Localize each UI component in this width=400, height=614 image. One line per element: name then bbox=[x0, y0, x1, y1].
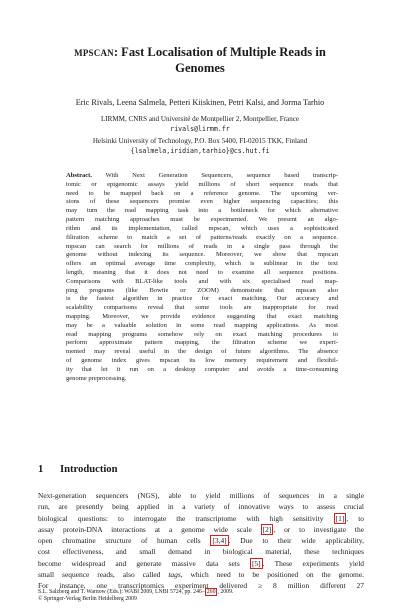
abstract-line: may be a valuable solution in some read mapping applications. As most bbox=[66, 321, 338, 329]
affiliation-2: Helsinki University of Technology, P.O. Box 5400, FI-02015 TKK, Finland bbox=[92, 137, 308, 145]
abstract bbox=[66, 172, 338, 384]
abstract-line: tomic or epigenomic assays yield millions of short sequence reads that bbox=[66, 180, 338, 188]
body-line: biological questions: to interrogate the transcriptome with high sensitivity [1] , to bbox=[38, 513, 364, 523]
body-line: run, are presently being applied in a variety of innovative ways to assess crucial bbox=[38, 502, 364, 512]
abstract-line: offers an optimal average time complexity, which is sublinear in the text bbox=[66, 260, 338, 268]
affiliation-1-email[interactable]: rivals@lirmm.fr bbox=[170, 125, 230, 133]
abstract-line: Abstract. With Next Generation Sequencers, sequence based transcrip- bbox=[66, 172, 338, 179]
citation-link[interactable]: [5] bbox=[251, 558, 261, 568]
section-number: 1 bbox=[38, 464, 44, 475]
title-line-2: Genomes bbox=[175, 61, 225, 75]
section-title: Introduction bbox=[60, 464, 118, 475]
italic-term: tags bbox=[168, 569, 181, 579]
title-tool-name: mpscan bbox=[74, 45, 114, 59]
author-list: Eric Rivals, Leena Salmela, Petteri Kiiskinen, Petri Kalsi, and Jorma Tarhio bbox=[75, 98, 325, 107]
abstract-line: length, meaning that it does not need to examine all sequence positions. bbox=[66, 268, 338, 276]
body-line: small sequence reads, also called tags, which need to be positioned on the genome. bbox=[38, 569, 364, 579]
page-link[interactable]: 260 bbox=[206, 589, 216, 595]
body-line: Next-generation sequencers (NGS), able to yield millions of sequences in a single bbox=[38, 491, 364, 500]
citation-link[interactable]: [3,4] bbox=[212, 536, 227, 545]
abstract-line: ity that let it run on a desktop computer and avoids a time-consuming bbox=[66, 365, 338, 373]
abstract-line: mpscan can search for millions of reads in a single pass through the bbox=[66, 242, 338, 250]
copyright-footer bbox=[38, 589, 368, 603]
abstract-line: ping programs (like Bowtie or ZOOM) demonstrate that mpscan also bbox=[66, 286, 338, 294]
abstract-line: may turn the read mapping task into a bottleneck for which alternative bbox=[66, 207, 338, 215]
title-line-1 bbox=[40, 44, 360, 60]
abstract-line: rithm and its implementation, called mpscan, which uses a sophisticated bbox=[66, 224, 338, 232]
introduction-text bbox=[38, 490, 364, 591]
abstract-line: is the fastest algorithm in practice for exact matching. Our accuracy and bbox=[66, 295, 338, 303]
body-line: For instance, one transcriptomics experiment delivered ≥ 8 million different 27 bbox=[38, 581, 364, 590]
abstract-line: read mapping programs somehow rely on exact matching procedures to bbox=[66, 330, 338, 338]
body-line: assay protein-DNA interactions at a genome wide scale [2] , or to investigate the bbox=[38, 524, 364, 534]
abstract-line: need to be mapped back on a reference genome. The upcoming ver- bbox=[66, 189, 338, 197]
body-line: become widespread and generate massive data sets [5] . These experiments yield bbox=[38, 558, 364, 568]
abstract-line: scalability comparisons reveal that some tools are inappropriate for read bbox=[66, 304, 338, 312]
paper-title bbox=[40, 44, 360, 76]
footer-copyright: © Springer-Verlag Berlin Heidelberg 2009 bbox=[38, 596, 137, 603]
abstract-line: Comparisons with BLAT-like tools and with six specialised read map- bbox=[66, 277, 338, 285]
abstract-line: filtration scheme to match a set of patterns/reads exactly on a sequence. bbox=[66, 233, 338, 241]
abstract-line: of genome index gives mpscan its low memory requirement and flexibil- bbox=[66, 357, 338, 365]
abstract-line: perform approximate pattern mapping, the filtration scheme we experi- bbox=[66, 339, 338, 347]
citation-link[interactable]: [2] bbox=[262, 524, 272, 534]
abstract-line: mented may reveal useful in the design of future algorithms. The absence bbox=[66, 348, 338, 356]
citation-link[interactable]: [1] bbox=[335, 513, 345, 523]
section-heading bbox=[38, 464, 118, 475]
abstract-line: sions of these sequencers promise even higher sequencing capacities; this bbox=[66, 198, 338, 206]
abstract-line: pattern matching approaches must be experimented. We present an algo- bbox=[66, 216, 338, 224]
abstract-line: genome preprocessing. bbox=[66, 374, 127, 382]
abstract-heading: Abstract. bbox=[66, 172, 92, 179]
abstract-line: genome without indexing its sequence. Moreover, we show that mpscan bbox=[66, 251, 338, 259]
affiliation-1: LIRMM, CNRS and Université de Montpellier 2, Montpellier, France bbox=[100, 115, 300, 123]
affiliation-2-email[interactable]: {lsalmela,iridian,tarhio}@cs.hut.fi bbox=[130, 147, 270, 155]
footer-citation: S.L. Salzberg and T. Warnow (Eds.): WABI 2009, LNBI 5724, pp. 246– 260 , 2009. bbox=[38, 589, 234, 595]
body-line: cost effectiveness, and small demand in biological material, these techniques bbox=[38, 547, 364, 557]
title-line-1-rest: : Fast Localisation of Multiple Reads in bbox=[113, 45, 326, 59]
body-line: open chromatine structure of human cells [3,4] . Due to their wide applicability, bbox=[38, 536, 364, 545]
abstract-line: mapping. Moreover, we provide evidence suggesting that exact matching bbox=[66, 313, 338, 320]
